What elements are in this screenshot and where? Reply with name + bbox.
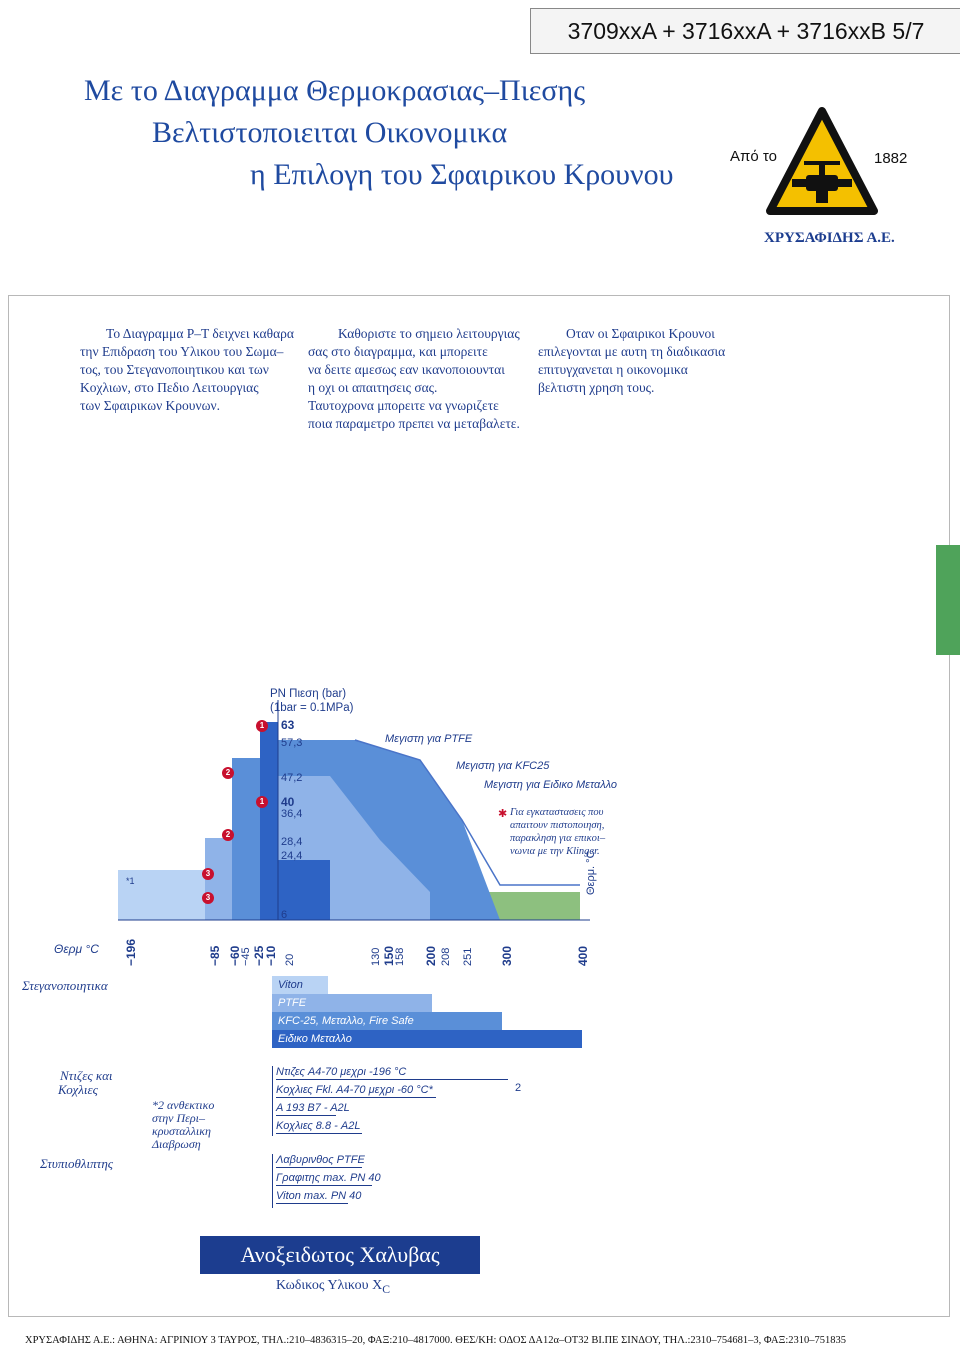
intro-col-3-line: βελτιστη χρηση τους. <box>538 380 655 395</box>
chart-subtitle: (1bar = 0.1MPa) <box>270 702 354 714</box>
seal-viton: Viton <box>272 976 328 994</box>
intro-col-2-line: να δειτε αμεσως εαν ικανοποιουνται <box>308 362 505 377</box>
bolt-item: Κοχλιες 8.8 - A2L <box>276 1120 361 1132</box>
intro-col-1-line: Το Διαγραμμα P–T δειχνει καθαρα <box>106 326 294 341</box>
y-tick: 28,4 <box>281 836 303 848</box>
y-tick: 36,4 <box>281 808 303 820</box>
x-tick: −60 <box>228 945 242 966</box>
gland-label: Στυπιοθλιπτης <box>40 1156 114 1171</box>
y-tick: 6 <box>281 909 288 921</box>
annotation-line: Για εγκαταστασεις που <box>510 807 604 818</box>
company-logo <box>722 103 922 221</box>
x-tick: −25 <box>252 945 266 966</box>
marker: 1 <box>256 796 268 808</box>
intro-col-2 <box>308 325 520 433</box>
bolts-note-2: στην Περι– <box>152 1111 205 1125</box>
title-line-1: Με το Διαγραμμα Θερμοκρασιας–Πιεσης <box>84 74 586 107</box>
y-tick: 40 <box>281 795 295 809</box>
intro-col-2-line: η οχι οι απαιτησεις σας. <box>308 380 438 395</box>
bolts-note-3: κρυσταλλικη <box>152 1124 211 1138</box>
material-title: Ανοξειδωτος Χαλυβας <box>200 1236 480 1274</box>
intro-col-2-line: σας στο διαγραμμα, και μπορειτε <box>308 344 488 359</box>
title-line-3: η Επιλογη του Σφαιρικου Κρουνου <box>250 158 674 191</box>
x-tick: 200 <box>424 945 438 966</box>
y-tick: 24,4 <box>281 850 303 862</box>
x-tick: 251 <box>462 947 474 966</box>
footer-address: ΧΡΥΣΑΦΙΔΗΣ Α.Ε.: ΑΘΗΝΑ: ΑΓΡΙΝΙΟΥ 3 ΤΑΥΡΟΣ, ΤΗΛ.:210–4836315–20, ΦΑΞ:210–4817000. ΘΕΣ/ΚΗ: ΟΔΟΣ ΔΑ12α–ΟΤ32 ΒΙ.ΠΕ ΣΙΝΔΟΥ, ΤΗΛ.:2310–754681–3, ΦΑΞ:2310–751835 <box>25 1335 847 1346</box>
marker: 3 <box>202 892 214 904</box>
x-tick: −45 <box>240 947 252 966</box>
logo-text-left: Από το <box>730 148 777 165</box>
bolts-note-4: Διαβρωση <box>152 1137 201 1151</box>
bolts-note-right: 2 <box>515 1082 522 1094</box>
gland-item: Viton max. PN 40 <box>276 1190 362 1202</box>
annotation-line: απαιτουν πιστοποιηση, <box>510 820 605 831</box>
x-tick: −196 <box>124 938 138 966</box>
title-line-2: Βελτιστοποιειται Οικονομικα <box>152 116 508 149</box>
legend-kfc25: Μεγιστη για KFC25 <box>456 760 550 772</box>
bolts-divider <box>272 1066 273 1136</box>
intro-col-1-line: Κοχλιων, στο Πεδιο Λειτουργιας <box>80 380 259 395</box>
intro-col-2-line: Ταυτοχρονα μπορειτε να γνωριζετε <box>308 398 499 413</box>
y-tick: 57,3 <box>281 737 303 749</box>
bolts-label-1: Ντιζες και <box>60 1068 113 1083</box>
intro-col-1 <box>80 325 294 415</box>
side-tab <box>936 545 960 655</box>
chart-title: PN Πιεση (bar) <box>270 688 347 700</box>
intro-col-3-line: επιλεγονται με αυτη τη διαδικασια <box>538 344 726 359</box>
x-axis-label: Θερμ °C <box>54 942 99 956</box>
x-tick: 150 <box>382 945 396 966</box>
x-tick: 208 <box>440 947 452 966</box>
x-tick: −85 <box>208 945 222 966</box>
x-tick: 20 <box>284 953 296 966</box>
intro-col-1-line: τος, του Στεγανοποιητικου και των <box>80 362 269 377</box>
bolts-label-2: Κοχλιες <box>58 1082 98 1097</box>
x-tick: 130 <box>370 947 382 966</box>
intro-col-3 <box>538 325 725 397</box>
x-axis-label-right: Θερμ. °C <box>585 850 597 895</box>
material-code <box>276 1278 390 1296</box>
marker: 3 <box>202 868 214 880</box>
intro-col-3-line: επιτυγχανεται η οικονομικα <box>538 362 688 377</box>
bolt-item: A 193 B7 - A2L <box>276 1102 350 1114</box>
gland-divider <box>272 1154 273 1208</box>
company-name: ΧΡΥΣΑΦΙΔΗΣ Α.Ε. <box>764 230 895 246</box>
intro-col-2-line: Καθοριστε το σημειο λειτουργιας <box>338 326 520 341</box>
bolt-item: Κοχλιες Fkl. A4-70 μεχρι -60 °C* <box>276 1084 436 1098</box>
intro-col-1-line: των Σφαιρικων Κρουνων. <box>80 398 220 413</box>
pt-chart <box>0 680 960 980</box>
x-tick: 300 <box>500 945 514 966</box>
annotation-line: παρακληση για επικοι– <box>510 833 606 844</box>
annotation-line: νωνια με την Klinger. <box>510 846 600 857</box>
intro-col-1-line: την Επιδραση του Υλικου του Σωμα– <box>80 344 284 359</box>
seal-special-metal: Ειδικο Μεταλλο <box>272 1030 582 1048</box>
seals-label: Στεγανοποιητικα <box>22 978 108 993</box>
legend-special-metal: Μεγιστη για Ειδικο Μεταλλο <box>484 779 618 791</box>
intro-col-2-line: ποια παραμετρο πρεπει να μεταβαλετε. <box>308 416 520 431</box>
logo-text-right: 1882 <box>874 150 908 167</box>
model-code: 3709xxA + 3716xxA + 3716xxB 5/7 <box>530 8 960 54</box>
legend-ptfe: Μεγιστη για PTFE <box>385 733 473 745</box>
intro-col-3-line: Οταν οι Σφαιρικοι Κρουνοι <box>566 326 715 341</box>
asterisk-icon: ✱ <box>498 808 508 820</box>
x-tick: 158 <box>394 947 406 966</box>
bolts-note-1: *2 ανθεκτικο <box>152 1098 215 1112</box>
seal-kfc25: KFC-25, Μεταλλο, Fire Safe <box>272 1012 502 1030</box>
material-code-label: Κωδικος Υλικου X <box>276 1278 383 1293</box>
marker: 2 <box>222 829 234 841</box>
gland-item: Λαβυρινθος PTFE <box>276 1154 365 1166</box>
y-tick: 63 <box>281 718 295 732</box>
gland-item: Γραφιτης max. PN 40 <box>276 1172 381 1184</box>
marker: 1 <box>256 720 268 732</box>
x-tick: −10 <box>264 945 278 966</box>
x-tick: 400 <box>576 945 590 966</box>
low-temp-area-4 <box>260 722 278 920</box>
material-code-sub: C <box>382 1282 391 1296</box>
bolt-item: Ντιζες A4-70 μεχρι -196 °C <box>276 1066 508 1080</box>
footnote-star: *1 <box>126 876 135 886</box>
y-tick: 47,2 <box>281 772 303 784</box>
marker: 2 <box>222 767 234 779</box>
seal-ptfe: PTFE <box>272 994 432 1012</box>
